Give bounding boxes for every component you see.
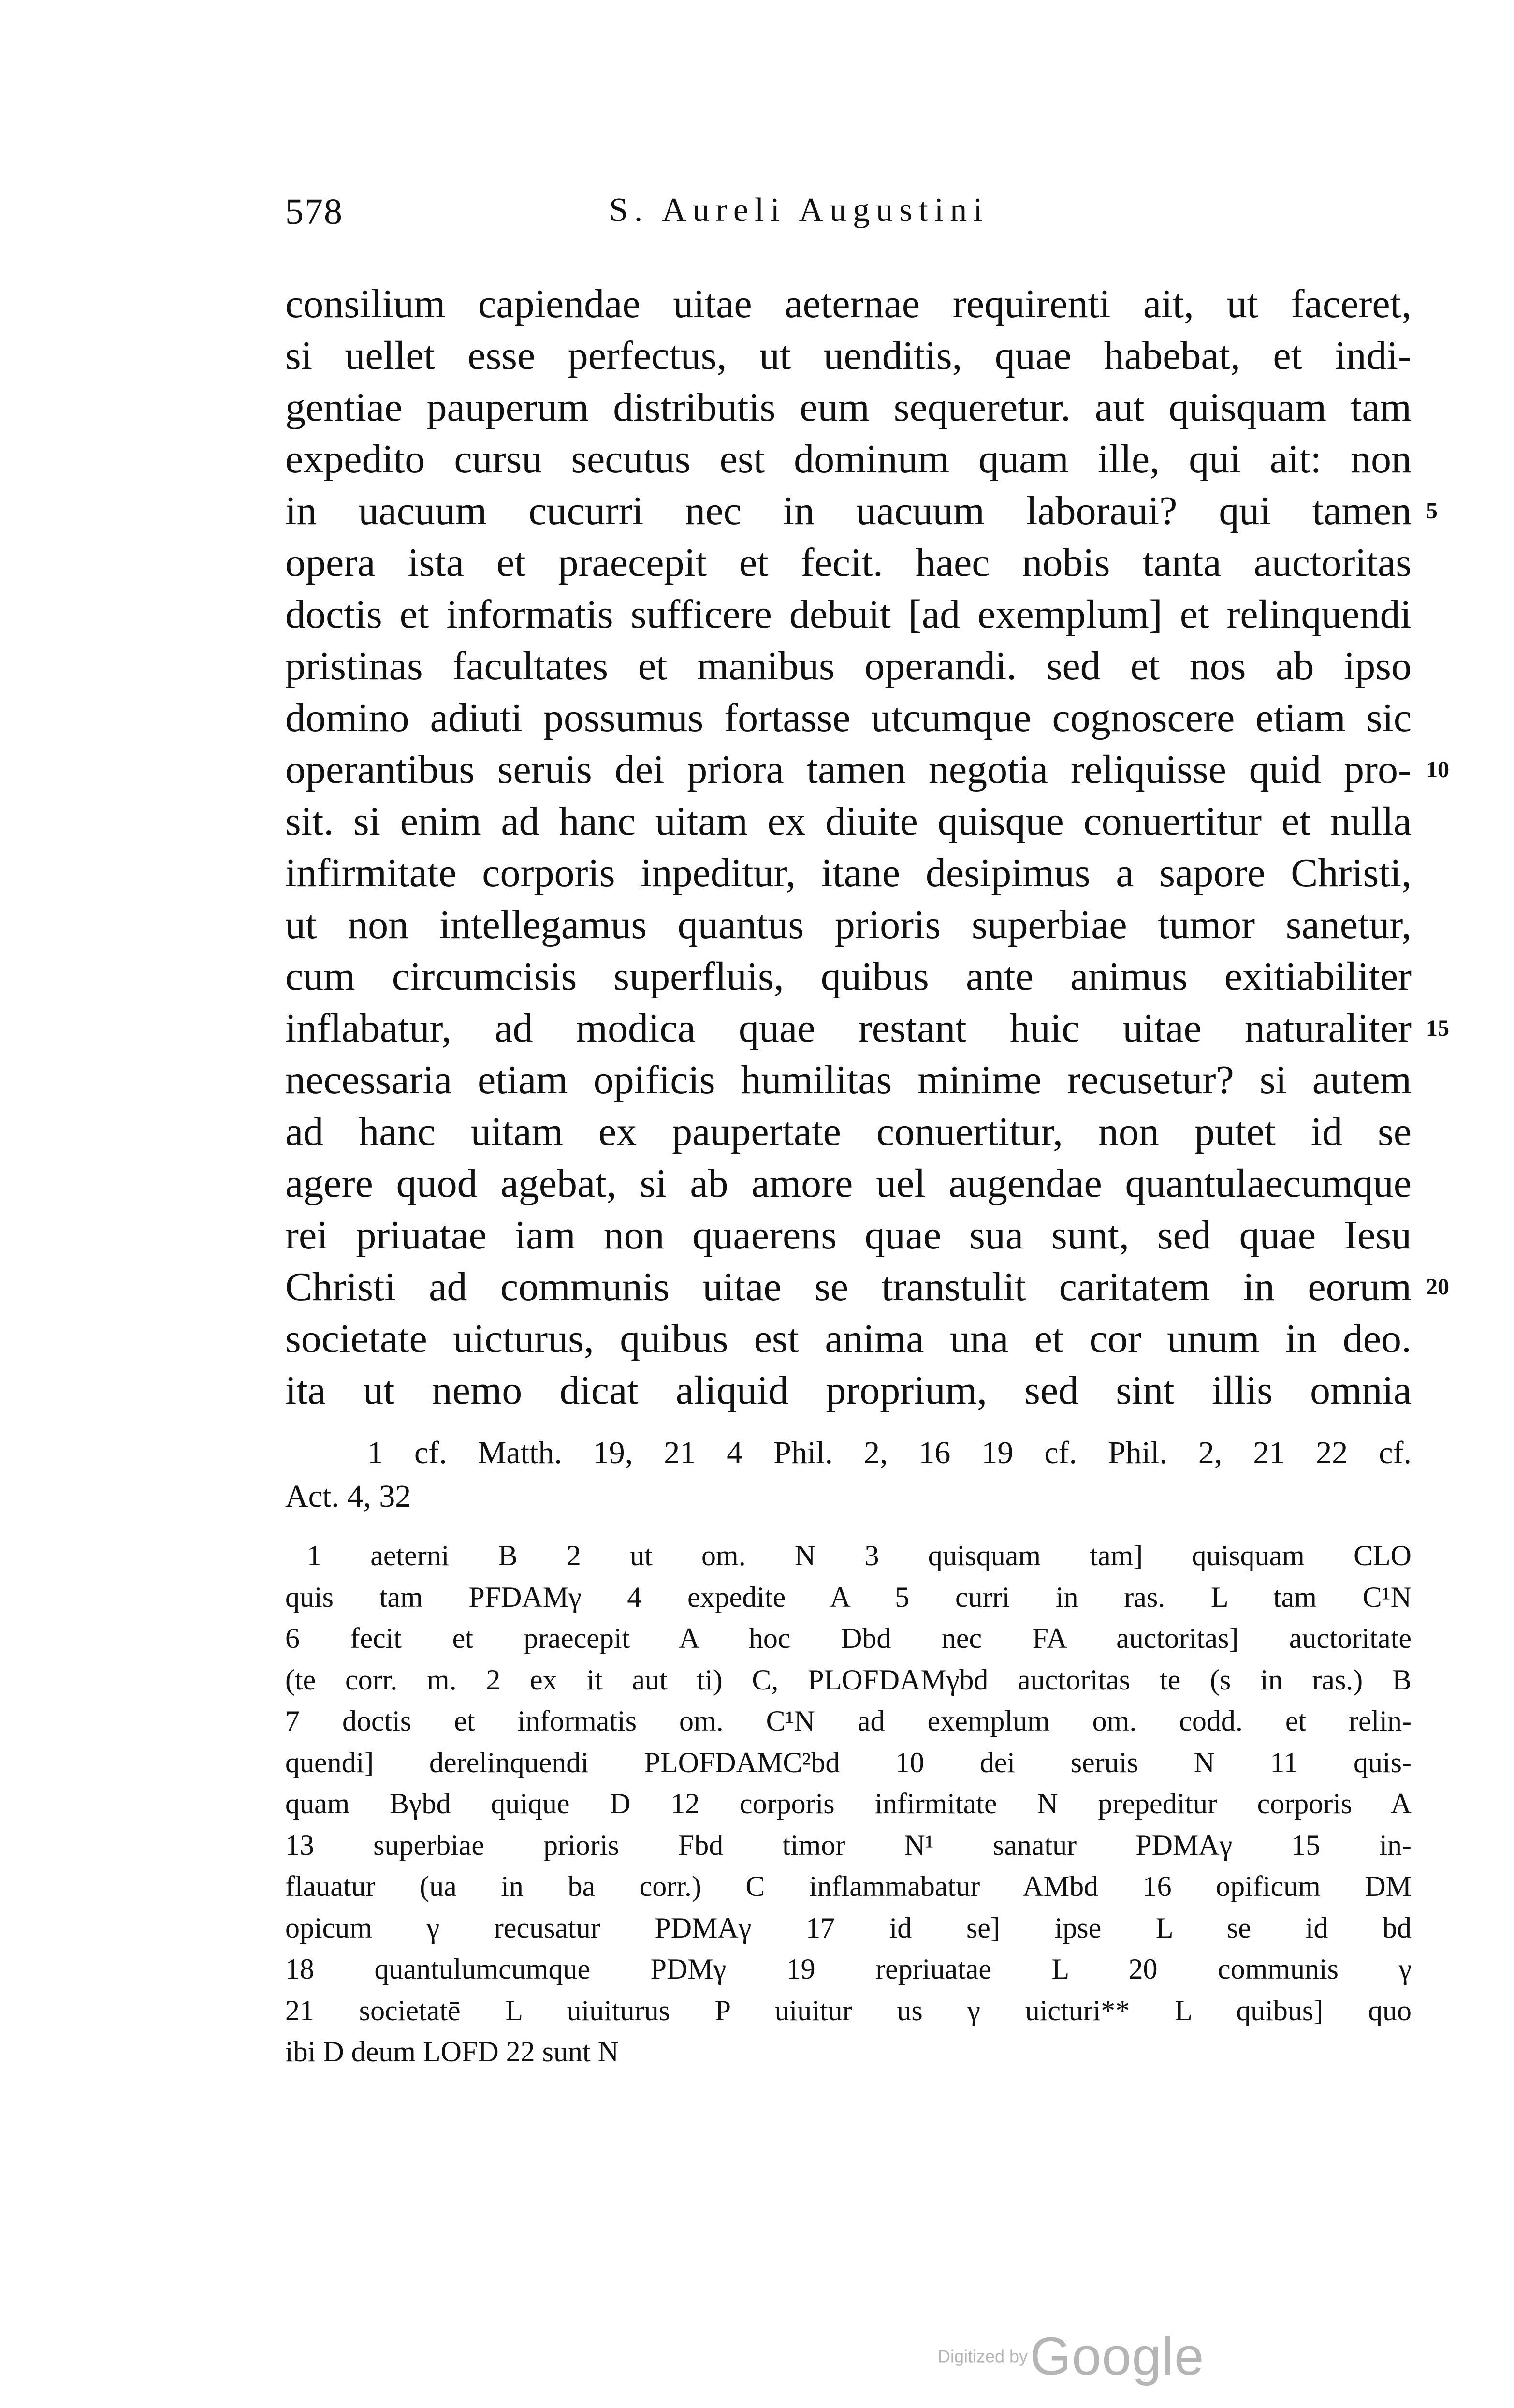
- text-line: rei priuatae iam non quaerens quae sua sunt, sed quae Iesu: [285, 1213, 1412, 1258]
- line-number-15: 15: [1426, 1015, 1449, 1041]
- apparatus-line: 1 aeterni B 2 ut om. N 3 quisquam tam] quisquam CLO: [307, 1540, 1412, 1571]
- apparatus-line: quis tam PFDAMγ 4 expedite A 5 curri in ras. L tam C¹N: [285, 1581, 1412, 1613]
- text-line: societate uicturus, quibus est anima una et cor unum in deo.: [285, 1316, 1412, 1361]
- text-line-20: [285, 1261, 1449, 1313]
- running-title: S. Aureli Augustini: [609, 191, 989, 229]
- text-line: consilium capiendae uitae aeternae requirenti ait, ut faceret,: [285, 281, 1412, 326]
- text-line: si uellet esse perfectus, ut uenditis, quae habebat, et indi-: [285, 333, 1412, 378]
- apparatus-line: 6 fecit et praecepit A hoc Dbd nec FA auctoritas] auctoritate: [285, 1622, 1412, 1654]
- text-line: cum circumcisis superfluis, quibus ante animus exitiabiliter: [285, 954, 1412, 999]
- apparatus-line: quam Bγbd quique D 12 corporis infirmitate N prepeditur corporis A: [285, 1788, 1412, 1820]
- text-line: infirmitate corporis inpeditur, itane desipimus a sapore Christi,: [285, 851, 1412, 896]
- scripture-references: [285, 1431, 1412, 1518]
- text-line: doctis et informatis sufficere debuit [ad exemplum] et relinquendi: [285, 592, 1412, 637]
- text-line: necessaria etiam opificis humilitas minime recusetur? si autem: [285, 1057, 1412, 1102]
- text-line: ita ut nemo dicat aliquid proprium, sed sint illis omnia: [285, 1368, 1412, 1413]
- apparatus-line: 21 societatē L uiuiturus P uiuitur us γ uicturi** L quibus] quo: [285, 1994, 1412, 2026]
- apparatus-line: 18 quantulumcumque PDMγ 19 repriuatae L 20 communis γ: [285, 1953, 1412, 1985]
- text-line: gentiae pauperum distributis eum sequeretur. aut quisquam tam: [285, 385, 1412, 430]
- text-line: expedito cursu secutus est dominum quam ille, qui ait: non: [285, 437, 1412, 482]
- reference-line: Act. 4, 32: [285, 1479, 411, 1514]
- apparatus-line: flauatur (ua in ba corr.) C inflammabatur AMbd 16 opificum DM: [285, 1870, 1412, 1902]
- watermark-prefix: Digitized by: [938, 2346, 1028, 2366]
- text-line-5: [285, 485, 1438, 537]
- text-line-content: inflabatur, ad modica quae restant huic uitae naturaliter: [285, 1006, 1412, 1051]
- critical-apparatus: [285, 1535, 1412, 2073]
- apparatus-line: 7 doctis et informatis om. C¹N ad exemplum om. codd. et relin-: [285, 1705, 1412, 1737]
- reference-line: 1 cf. Matth. 19, 21 4 Phil. 2, 16 19 cf. Phil. 2, 21 22 cf.: [367, 1435, 1412, 1470]
- text-line: domino adiuti possumus fortasse utcumque cognoscere etiam sic: [285, 695, 1412, 740]
- page-number: 578: [285, 191, 343, 232]
- text-line: agere quod agebat, si ab amore uel augendae quantulaecumque: [285, 1161, 1412, 1206]
- page-header: [285, 191, 1412, 244]
- apparatus-line: quendi] derelinquendi PLOFDAMC²bd 10 dei seruis N 11 quis-: [285, 1746, 1412, 1778]
- text-line: ut non intellegamus quantus prioris superbiae tumor sanetur,: [285, 902, 1412, 947]
- text-line-content: in uacuum cucurri nec in uacuum laboraui? qui tamen: [285, 488, 1412, 533]
- line-number-5: 5: [1426, 498, 1438, 524]
- line-number-20: 20: [1426, 1274, 1449, 1300]
- text-line-15: [285, 1002, 1449, 1054]
- text-line-content: operantibus seruis dei priora tamen negotia reliquisse quid pro-: [285, 747, 1412, 792]
- apparatus-line: opicum γ recusatur PDMAγ 17 id se] ipse L se id bd: [285, 1911, 1412, 1944]
- apparatus-line: 13 superbiae prioris Fbd timor N¹ sanatur PDMAγ 15 in-: [285, 1829, 1412, 1861]
- text-line: opera ista et praecepit et fecit. haec nobis tanta auctoritas: [285, 540, 1412, 585]
- text-line-content: Christi ad communis uitae se transtulit caritatem in eorum: [285, 1264, 1412, 1309]
- apparatus-line: (te corr. m. 2 ex it aut ti) C, PLOFDAMγbd auctoritas te (s in ras.) B: [285, 1663, 1412, 1696]
- text-line: sit. si enim ad hanc uitam ex diuite quisque conuertitur et nulla: [285, 799, 1412, 844]
- digitized-watermark: [938, 2326, 1204, 2387]
- line-number-10: 10: [1426, 757, 1449, 782]
- main-text: [285, 278, 1449, 1416]
- text-line: ad hanc uitam ex paupertate conuertitur, non putet id se: [285, 1109, 1412, 1154]
- text-line: pristinas facultates et manibus operandi. sed et nos ab ipso: [285, 644, 1412, 689]
- text-line-10: [285, 744, 1449, 795]
- google-logo: Google: [1030, 2327, 1205, 2386]
- apparatus-line: ibi D deum LOFD 22 sunt N: [285, 2036, 619, 2068]
